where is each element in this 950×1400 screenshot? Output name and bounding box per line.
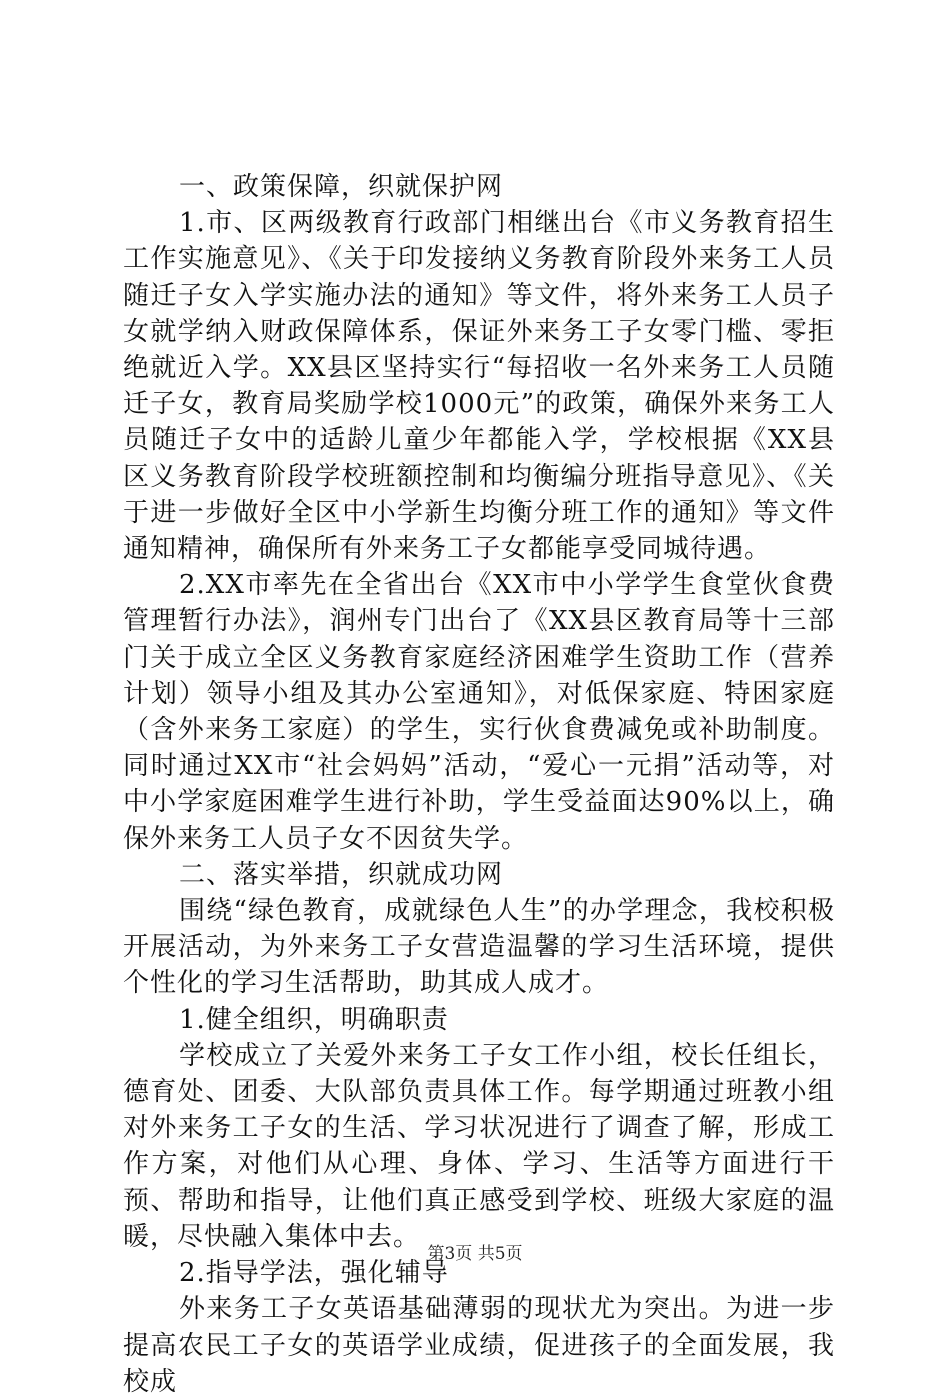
document-body [123, 169, 835, 1400]
paragraph-policy-2: 2.XX市率先在全省出台《XX市中小学学生食堂伙食费管理暂行办法》，润州专门出台了《XX县区教育局等十三部门关于成立全区义务教育家庭经济困难学生资助工作（营养计划）领导小组及其办公室通知》，对低保家庭、特困家庭（含外来务工家庭）的学生，实行伙食费减免或补助制度。同时通过XX市“社会妈妈”活动，“爱心一元捐”活动等，对中小学家庭困难学生进行补助，学生受益面达90%以上，确保外来务工人员子女不因贫失学。 [123, 570, 835, 854]
subheading-organization: 1.健全组织，明确职责 [179, 1004, 449, 1035]
section-heading-measures: 二、落实举措，织就成功网 [179, 859, 504, 890]
page-number-footer: 第3页 共5页 [427, 1244, 523, 1264]
subheading-study-guidance: 2.指导学法，强化辅导 [179, 1258, 449, 1289]
section-heading-policy: 一、政策保障，织就保护网 [179, 172, 504, 202]
paragraph-organization: 学校成立了关爱外来务工子女工作小组，校长任组长，德育处、团委、大队部负责具体工作。每学期通过班教小组对外来务工子女的生活、学习状况进行了调查了解，形成工作方案，对他们从心理、身体、学习、生活等方面进行干预、帮助和指导，让他们真正感受到学校、班级大家庭的温暖，尽快融入集体中去。 [123, 1040, 835, 1252]
paragraph-policy-1: 1.市、区两级教育行政部门相继出台《市义务教育招生工作实施意见》、《关于印发接纳义务教育阶段外来务工人员随迁子女入学实施办法的通知》等文件，将外来务工人员子女就学纳入财政保障体系，保证外来务工子女零门槛、零拒绝就近入学。XX县区坚持实行“每招收一名外来务工人员随迁子女，教育局奖励学校1000元”的政策，确保外来务工人员随迁子女中的适龄儿童少年都能入学，学校根据《XX县区义务教育阶段学校班额控制和均衡编分班指导意见》、《关于进一步做好全区中小学新生均衡分班工作的通知》等文件通知精神，确保所有外来务工子女都能享受同城待遇。 [123, 208, 835, 565]
paragraph-measures-intro: 围绕“绿色教育，成就绿色人生”的办学理念，我校积极开展活动，为外来务工子女营造温馨的学习生活环境，提供个性化的学习生活帮助，助其成人成才。 [123, 896, 835, 999]
paragraph-study-guidance: 外来务工子女英语基础薄弱的现状尤为突出。为进一步提高农民工子女的英语学业成绩，促进孩子的全面发展，我校成 [123, 1294, 835, 1397]
